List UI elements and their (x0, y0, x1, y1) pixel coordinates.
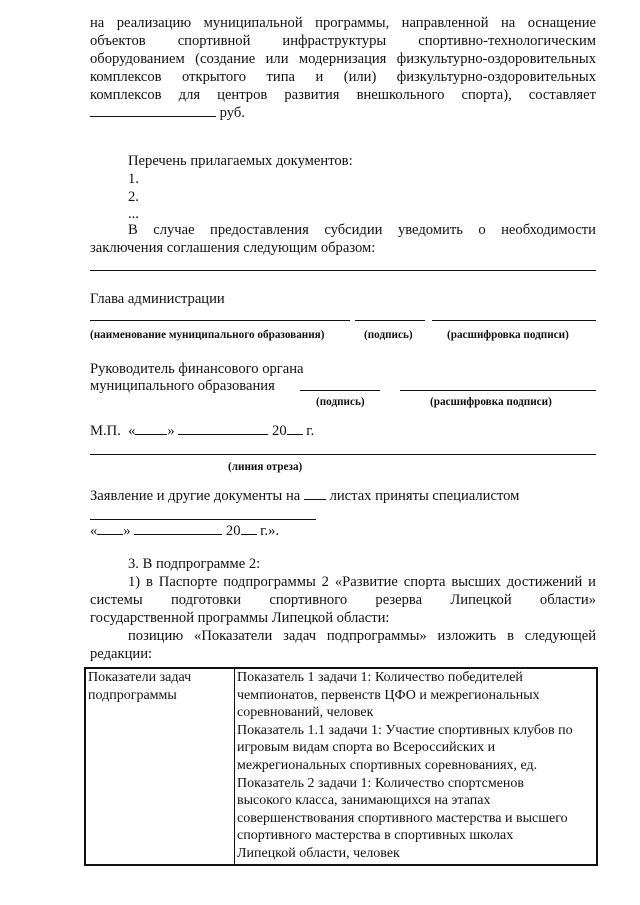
intro-line-6 (90, 104, 245, 122)
intro-line-2: объектов спортивной инфраструктуры спортивно-технологическим (90, 33, 596, 49)
acceptance-suffix: листах приняты специалистом (329, 488, 520, 504)
indicator-line: межрегиональных спортивных соревнованиях, ед. (237, 757, 538, 773)
indicators-table (84, 667, 598, 866)
indicator-line: Показатель 1.1 задачи 1: Участие спортивных клубов по (237, 722, 573, 738)
month-blank[interactable] (178, 422, 268, 435)
acceptance-date-line (90, 522, 279, 540)
indicator-line: игровым видам спорта во Всероссийских и (237, 740, 496, 756)
year-blank[interactable] (287, 422, 303, 435)
documents-item-1: 1. (128, 171, 139, 187)
table-row (85, 668, 597, 865)
indicator-line: спортивного мастерства в спортивных школах (237, 828, 514, 844)
documents-item-2: 2. (128, 189, 139, 205)
year-suffix: г. (306, 423, 315, 439)
caption-finance-decode: (расшифровка подписи) (430, 396, 552, 408)
subprogram-line-3: государственной программы Липецкой области: (90, 610, 390, 626)
amount-blank[interactable] (90, 104, 216, 117)
intro-line-3: оборудованием (создание или модернизация физкультурно-оздоровительных (90, 51, 596, 67)
table-cell-indicators (235, 668, 598, 865)
municipality-name-line[interactable] (90, 320, 350, 321)
acceptance-prefix: Заявление и другие документы на (90, 488, 301, 504)
indicator-line: чемпионатов, первенств ЦФО и межрегиональных (237, 687, 540, 703)
year-prefix: 20 (272, 423, 287, 439)
subprogram-line-2: системы подготовки спортивного резерва Липецкой области» (90, 592, 596, 608)
caption-signature-decode: (расшифровка подписи) (447, 329, 569, 341)
caption-signature: (подпись) (364, 329, 413, 341)
subprogram-item-3: 3. В подпрограмме 2: (128, 556, 261, 572)
caption-finance-signature: (подпись) (316, 396, 365, 408)
quote-open: « (128, 423, 136, 439)
cut-line (90, 454, 596, 455)
indicator-line: Показатель 1 задачи 1: Количество победителей (237, 670, 523, 685)
finance-signature-line[interactable] (300, 390, 380, 391)
specialist-line[interactable] (90, 519, 316, 520)
acceptance-quote-open: « (90, 523, 98, 539)
table-cell-label (85, 668, 235, 865)
finance-decode-line[interactable] (400, 390, 596, 391)
subprogram-line-1: 1) в Паспорте подпрограммы 2 «Развитие спорта высших достижений и (128, 574, 596, 590)
acceptance-day-blank[interactable] (97, 522, 123, 535)
position-line-1: позицию «Показатели задач подпрограммы» изложить в следующей (128, 628, 596, 644)
documents-item-more: ... (128, 206, 139, 222)
intro-line-5: комплексов для центров развития внешкольного спорта), составляет (90, 87, 596, 103)
indicator-line: соревнований, человек (237, 705, 374, 721)
acceptance-year-prefix: 20 (225, 523, 241, 539)
caption-cut-line: (линия отреза) (228, 461, 303, 473)
head-admin-label: Глава администрации (90, 291, 225, 307)
acceptance-year-suffix: г.». (260, 523, 280, 539)
indicator-line: Показатель 2 задачи 1: Количество спортсменов (237, 775, 525, 791)
head-signature-line[interactable] (355, 320, 425, 321)
stamp-mp-label: М.П. (90, 423, 121, 439)
head-decode-line[interactable] (432, 320, 596, 321)
indicator-line: Липецкой области, человек (237, 845, 400, 861)
sheets-count-blank[interactable] (304, 487, 326, 500)
intro-line-4: комплексов открытого типа и (или) физкультурно-оздоровительных (90, 69, 596, 85)
day-blank[interactable] (135, 422, 167, 435)
acceptance-month-blank[interactable] (134, 522, 222, 535)
intro-line-1: на реализацию муниципальной программы, направленной на оснащение (90, 15, 596, 31)
documents-heading: Перечень прилагаемых документов: (128, 153, 353, 169)
subsidy-line-1: В случае предоставления субсидии уведомить о необходимости (128, 222, 596, 238)
acceptance-year-blank[interactable] (241, 522, 257, 535)
finance-head-line-1: Руководитель финансового органа (90, 361, 304, 377)
caption-municipality-name: (наименование муниципального образования) (90, 329, 325, 341)
acceptance-quote-close: » (123, 523, 131, 539)
quote-close: » (167, 423, 175, 439)
subsidy-line-2: заключения соглашения следующим образом: (90, 240, 376, 256)
stamp-date-line (90, 422, 314, 440)
finance-head-line-2: муниципального образования (90, 378, 275, 394)
indicator-line: высокого класса, занимающихся на этапах (237, 793, 491, 809)
notice-method-line[interactable] (90, 270, 596, 271)
currency-label: руб. (219, 105, 245, 121)
indicators-label: Показатели задач подпрограммы (88, 670, 192, 703)
acceptance-line (90, 487, 519, 505)
indicator-line: совершенствования спортивного мастерства и высшего (237, 810, 568, 826)
position-line-2: редакции: (90, 646, 153, 662)
